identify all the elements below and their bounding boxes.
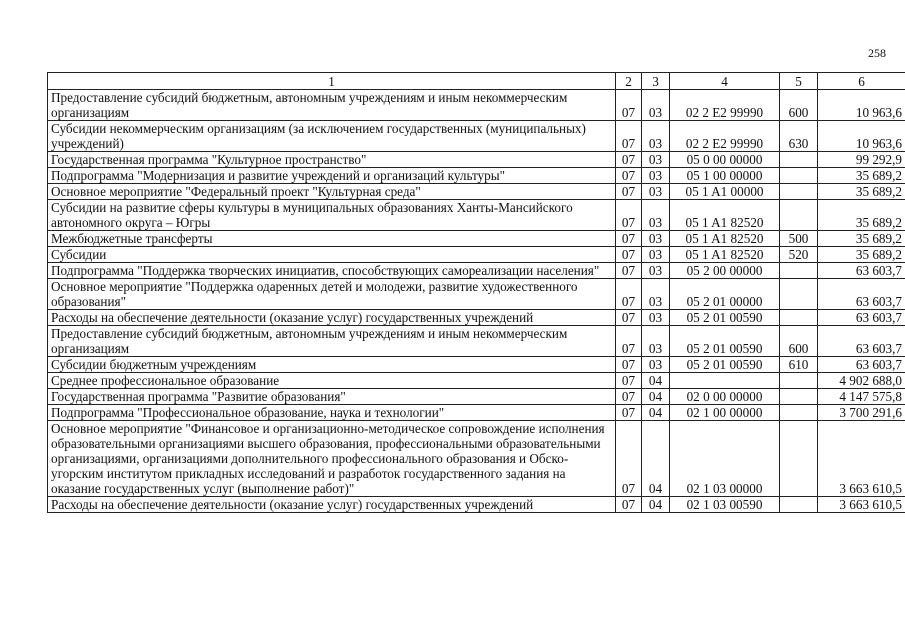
expense-type-code: [780, 373, 818, 389]
subsection-code: 03: [642, 310, 670, 326]
table-row: [48, 389, 905, 405]
column-header: 3: [642, 73, 670, 90]
subsection-code: 03: [642, 121, 670, 152]
expense-type-code: [780, 497, 818, 513]
section-code: 07: [616, 389, 642, 405]
section-code: 07: [616, 184, 642, 200]
expense-type-code: [780, 389, 818, 405]
target-article-code: 02 2 E2 99990: [670, 90, 780, 121]
target-article-code: 05 1 A1 82520: [670, 247, 780, 263]
expense-type-code: [780, 279, 818, 310]
section-code: 07: [616, 279, 642, 310]
table-row: [48, 168, 905, 184]
table-header-row: [48, 73, 905, 90]
expense-type-code: [780, 184, 818, 200]
expense-type-code: [780, 421, 818, 497]
target-article-code: 05 2 01 00590: [670, 310, 780, 326]
section-code: 07: [616, 152, 642, 168]
expense-type-code: 600: [780, 326, 818, 357]
subsection-code: 03: [642, 279, 670, 310]
subsection-code: 03: [642, 263, 670, 279]
table-row: [48, 373, 905, 389]
target-article-code: [670, 373, 780, 389]
expense-type-code: 600: [780, 90, 818, 121]
amount: 35 689,2: [818, 231, 905, 247]
subsection-code: 04: [642, 389, 670, 405]
column-header: 4: [670, 73, 780, 90]
subsection-code: 03: [642, 200, 670, 231]
subsection-code: 03: [642, 231, 670, 247]
expense-type-code: 500: [780, 231, 818, 247]
subsection-code: 03: [642, 168, 670, 184]
target-article-code: 05 1 A1 82520: [670, 231, 780, 247]
section-code: 07: [616, 168, 642, 184]
section-code: 07: [616, 90, 642, 121]
amount: 35 689,2: [818, 247, 905, 263]
table-row: [48, 121, 905, 152]
row-name: Предоставление субсидий бюджетным, автономным учреждениям и иным некоммерческим организациям: [48, 90, 616, 121]
target-article-code: 05 2 01 00590: [670, 357, 780, 373]
table-row: [48, 279, 905, 310]
expense-type-code: [780, 168, 818, 184]
subsection-code: 04: [642, 373, 670, 389]
section-code: 07: [616, 497, 642, 513]
target-article-code: 05 0 00 00000: [670, 152, 780, 168]
table-row: [48, 231, 905, 247]
table-row: [48, 310, 905, 326]
subsection-code: 03: [642, 152, 670, 168]
amount: 35 689,2: [818, 184, 905, 200]
table-row: [48, 263, 905, 279]
column-header: 6: [818, 73, 905, 90]
expense-type-code: [780, 152, 818, 168]
target-article-code: 02 2 E2 99990: [670, 121, 780, 152]
subsection-code: 03: [642, 90, 670, 121]
table-row: [48, 247, 905, 263]
row-name: Государственная программа "Развитие образования": [48, 389, 616, 405]
expense-type-code: 520: [780, 247, 818, 263]
section-code: 07: [616, 357, 642, 373]
table-row: [48, 405, 905, 421]
column-header: 1: [48, 73, 616, 90]
amount: 63 603,7: [818, 357, 905, 373]
amount: 63 603,7: [818, 263, 905, 279]
target-article-code: 05 2 00 00000: [670, 263, 780, 279]
row-name: Субсидии: [48, 247, 616, 263]
target-article-code: 02 0 00 00000: [670, 389, 780, 405]
target-article-code: 05 2 01 00590: [670, 326, 780, 357]
row-name: Подпрограмма "Поддержка творческих инициатив, способствующих самореализации населения": [48, 263, 616, 279]
row-name: Основное мероприятие "Федеральный проект "Культурная среда": [48, 184, 616, 200]
table-row: [48, 152, 905, 168]
target-article-code: 05 1 A1 82520: [670, 200, 780, 231]
table-row: [48, 357, 905, 373]
subsection-code: 04: [642, 421, 670, 497]
expense-type-code: 610: [780, 357, 818, 373]
amount: 3 663 610,5: [818, 421, 905, 497]
row-name: Подпрограмма "Профессиональное образование, наука и технологии": [48, 405, 616, 421]
table-row: [48, 200, 905, 231]
table-row: [48, 90, 905, 121]
section-code: 07: [616, 247, 642, 263]
amount: 10 963,6: [818, 90, 905, 121]
section-code: 07: [616, 121, 642, 152]
page-number: 258: [868, 46, 886, 60]
subsection-code: 03: [642, 247, 670, 263]
row-name: Основное мероприятие "Финансовое и организационно-методическое сопровождение исполнения образовательными организациями высшего образования, профессиональными образовательными организациями, организациями дополнительного профессионального образования и Обско-угорским институтом прикладных исследований и разработок государственного задания на оказание государственных услуг (выполнение работ)": [48, 421, 616, 497]
row-name: Субсидии некоммерческим организациям (за исключением государственных (муниципальных) учреждений): [48, 121, 616, 152]
section-code: 07: [616, 373, 642, 389]
section-code: 07: [616, 200, 642, 231]
section-code: 07: [616, 405, 642, 421]
subsection-code: 03: [642, 357, 670, 373]
amount: 35 689,2: [818, 200, 905, 231]
row-name: Среднее профессиональное образование: [48, 373, 616, 389]
amount: 99 292,9: [818, 152, 905, 168]
target-article-code: 02 1 00 00000: [670, 405, 780, 421]
expense-type-code: [780, 310, 818, 326]
expense-type-code: [780, 263, 818, 279]
row-name: Расходы на обеспечение деятельности (оказание услуг) государственных учреждений: [48, 497, 616, 513]
target-article-code: 02 1 03 00590: [670, 497, 780, 513]
row-name: Государственная программа "Культурное пространство": [48, 152, 616, 168]
row-name: Предоставление субсидий бюджетным, автономным учреждениям и иным некоммерческим организациям: [48, 326, 616, 357]
table-row: [48, 184, 905, 200]
subsection-code: 03: [642, 326, 670, 357]
amount: 3 663 610,5: [818, 497, 905, 513]
row-name: Расходы на обеспечение деятельности (оказание услуг) государственных учреждений: [48, 310, 616, 326]
amount: 4 902 688,0: [818, 373, 905, 389]
row-name: Основное мероприятие "Поддержка одаренных детей и молодежи, развитие художественного образования": [48, 279, 616, 310]
subsection-code: 04: [642, 405, 670, 421]
amount: 63 603,7: [818, 279, 905, 310]
budget-table: [47, 72, 905, 513]
section-code: 07: [616, 310, 642, 326]
section-code: 07: [616, 231, 642, 247]
target-article-code: 05 1 00 00000: [670, 168, 780, 184]
column-header: 2: [616, 73, 642, 90]
amount: 3 700 291,6: [818, 405, 905, 421]
table-row: [48, 497, 905, 513]
row-name: Подпрограмма "Модернизация и развитие учреждений и организаций культуры": [48, 168, 616, 184]
amount: 63 603,7: [818, 310, 905, 326]
column-header: 5: [780, 73, 818, 90]
target-article-code: 05 2 01 00000: [670, 279, 780, 310]
expense-type-code: 630: [780, 121, 818, 152]
section-code: 07: [616, 263, 642, 279]
amount: 63 603,7: [818, 326, 905, 357]
section-code: 07: [616, 421, 642, 497]
expense-type-code: [780, 200, 818, 231]
section-code: 07: [616, 326, 642, 357]
target-article-code: 05 1 A1 00000: [670, 184, 780, 200]
subsection-code: 04: [642, 497, 670, 513]
row-name: Субсидии на развитие сферы культуры в муниципальных образованиях Ханты-Мансийского автономного округа – Югры: [48, 200, 616, 231]
amount: 10 963,6: [818, 121, 905, 152]
row-name: Субсидии бюджетным учреждениям: [48, 357, 616, 373]
amount: 4 147 575,8: [818, 389, 905, 405]
row-name: Межбюджетные трансферты: [48, 231, 616, 247]
target-article-code: 02 1 03 00000: [670, 421, 780, 497]
table-row: [48, 326, 905, 357]
subsection-code: 03: [642, 184, 670, 200]
table-row: [48, 421, 905, 497]
expense-type-code: [780, 405, 818, 421]
amount: 35 689,2: [818, 168, 905, 184]
